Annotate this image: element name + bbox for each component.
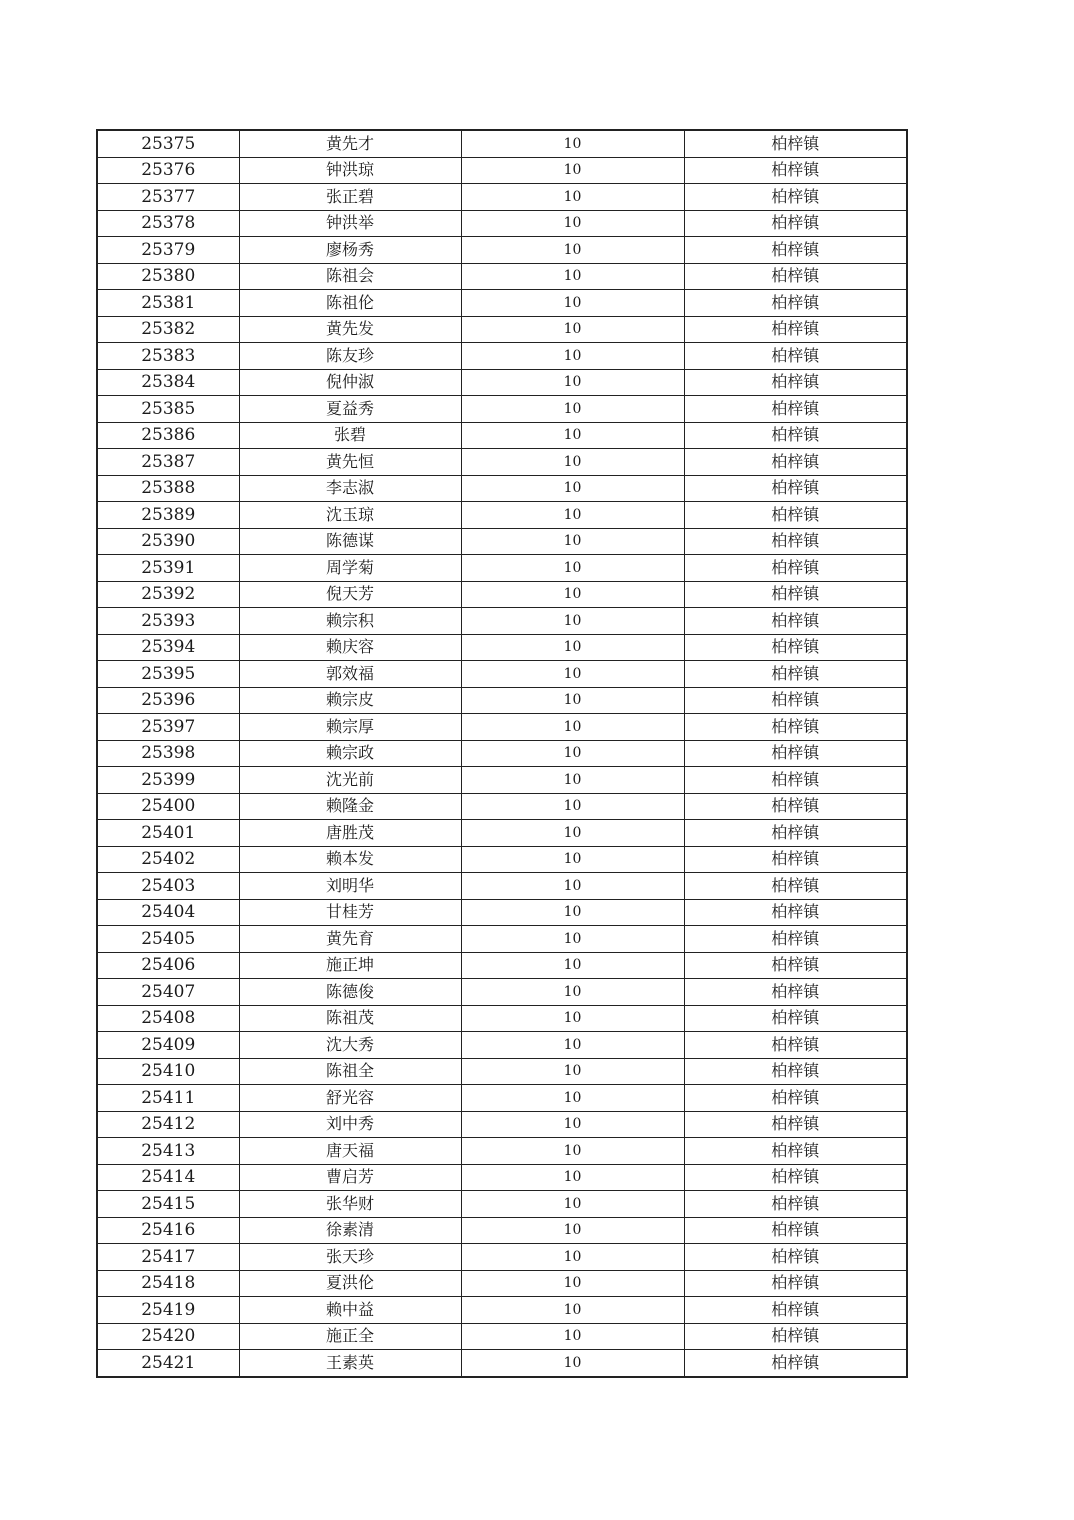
amount-cell: 10 <box>461 926 684 953</box>
amount-cell: 10 <box>461 1111 684 1138</box>
amount-cell: 10 <box>461 396 684 423</box>
amount-cell: 10 <box>461 343 684 370</box>
amount-cell: 10 <box>461 899 684 926</box>
table-row <box>97 714 907 741</box>
serial-number-cell: 25391 <box>97 555 239 582</box>
name-cell: 倪仲淑 <box>239 369 461 396</box>
table-row <box>97 581 907 608</box>
name-cell: 周学菊 <box>239 555 461 582</box>
amount-cell: 10 <box>461 952 684 979</box>
serial-number-cell: 25419 <box>97 1297 239 1324</box>
amount-cell: 10 <box>461 1138 684 1165</box>
town-cell: 柏梓镇 <box>684 1270 907 1297</box>
serial-number-cell: 25400 <box>97 793 239 820</box>
amount-cell: 10 <box>461 1297 684 1324</box>
table-row <box>97 1058 907 1085</box>
amount-cell: 10 <box>461 1350 684 1377</box>
amount-cell: 10 <box>461 581 684 608</box>
amount-cell: 10 <box>461 502 684 529</box>
amount-cell: 10 <box>461 422 684 449</box>
name-cell: 钟洪琼 <box>239 157 461 184</box>
town-cell: 柏梓镇 <box>684 661 907 688</box>
town-cell: 柏梓镇 <box>684 422 907 449</box>
amount-cell: 10 <box>461 184 684 211</box>
amount-cell: 10 <box>461 793 684 820</box>
amount-cell: 10 <box>461 767 684 794</box>
amount-cell: 10 <box>461 449 684 476</box>
name-cell: 陈祖茂 <box>239 1005 461 1032</box>
serial-number-cell: 25411 <box>97 1085 239 1112</box>
town-cell: 柏梓镇 <box>684 396 907 423</box>
table-row <box>97 184 907 211</box>
serial-number-cell: 25384 <box>97 369 239 396</box>
serial-number-cell: 25402 <box>97 846 239 873</box>
table-row <box>97 422 907 449</box>
amount-cell: 10 <box>461 555 684 582</box>
amount-cell: 10 <box>461 1191 684 1218</box>
table-row <box>97 793 907 820</box>
serial-number-cell: 25421 <box>97 1350 239 1377</box>
serial-number-cell: 25394 <box>97 634 239 661</box>
table-row <box>97 1244 907 1271</box>
town-cell: 柏梓镇 <box>684 687 907 714</box>
amount-cell: 10 <box>461 237 684 264</box>
town-cell: 柏梓镇 <box>684 369 907 396</box>
serial-number-cell: 25412 <box>97 1111 239 1138</box>
name-cell: 唐胜茂 <box>239 820 461 847</box>
table-row <box>97 1323 907 1350</box>
table-row <box>97 952 907 979</box>
amount-cell: 10 <box>461 290 684 317</box>
serial-number-cell: 25420 <box>97 1323 239 1350</box>
serial-number-cell: 25408 <box>97 1005 239 1032</box>
table-row <box>97 396 907 423</box>
name-cell: 郭效福 <box>239 661 461 688</box>
town-cell: 柏梓镇 <box>684 449 907 476</box>
town-cell: 柏梓镇 <box>684 1164 907 1191</box>
town-cell: 柏梓镇 <box>684 502 907 529</box>
serial-number-cell: 25410 <box>97 1058 239 1085</box>
town-cell: 柏梓镇 <box>684 528 907 555</box>
table-row <box>97 740 907 767</box>
town-cell: 柏梓镇 <box>684 926 907 953</box>
serial-number-cell: 25395 <box>97 661 239 688</box>
table-row <box>97 873 907 900</box>
serial-number-cell: 25417 <box>97 1244 239 1271</box>
serial-number-cell: 25399 <box>97 767 239 794</box>
name-cell: 徐素清 <box>239 1217 461 1244</box>
town-cell: 柏梓镇 <box>684 130 907 157</box>
name-cell: 舒光容 <box>239 1085 461 1112</box>
town-cell: 柏梓镇 <box>684 1297 907 1324</box>
amount-cell: 10 <box>461 316 684 343</box>
amount-cell: 10 <box>461 979 684 1006</box>
serial-number-cell: 25380 <box>97 263 239 290</box>
town-cell: 柏梓镇 <box>684 979 907 1006</box>
amount-cell: 10 <box>461 1164 684 1191</box>
table-row <box>97 1138 907 1165</box>
amount-cell: 10 <box>461 263 684 290</box>
amount-cell: 10 <box>461 608 684 635</box>
name-cell: 施正坤 <box>239 952 461 979</box>
amount-cell: 10 <box>461 1244 684 1271</box>
table-row <box>97 979 907 1006</box>
town-cell: 柏梓镇 <box>684 475 907 502</box>
town-cell: 柏梓镇 <box>684 157 907 184</box>
serial-number-cell: 25407 <box>97 979 239 1006</box>
town-cell: 柏梓镇 <box>684 1244 907 1271</box>
serial-number-cell: 25416 <box>97 1217 239 1244</box>
town-cell: 柏梓镇 <box>684 634 907 661</box>
name-cell: 夏益秀 <box>239 396 461 423</box>
serial-number-cell: 25386 <box>97 422 239 449</box>
table-row <box>97 846 907 873</box>
town-cell: 柏梓镇 <box>684 714 907 741</box>
name-cell: 沈光前 <box>239 767 461 794</box>
serial-number-cell: 25379 <box>97 237 239 264</box>
name-cell: 赖宗政 <box>239 740 461 767</box>
serial-number-cell: 25406 <box>97 952 239 979</box>
table-row <box>97 502 907 529</box>
name-cell: 甘桂芳 <box>239 899 461 926</box>
town-cell: 柏梓镇 <box>684 767 907 794</box>
amount-cell: 10 <box>461 1058 684 1085</box>
table-row <box>97 130 907 157</box>
serial-number-cell: 25396 <box>97 687 239 714</box>
amount-cell: 10 <box>461 634 684 661</box>
name-cell: 曹启芳 <box>239 1164 461 1191</box>
serial-number-cell: 25392 <box>97 581 239 608</box>
data-table <box>96 129 908 1378</box>
serial-number-cell: 25375 <box>97 130 239 157</box>
town-cell: 柏梓镇 <box>684 952 907 979</box>
amount-cell: 10 <box>461 740 684 767</box>
amount-cell: 10 <box>461 687 684 714</box>
town-cell: 柏梓镇 <box>684 316 907 343</box>
table-row <box>97 634 907 661</box>
table-row <box>97 1191 907 1218</box>
name-cell: 张天珍 <box>239 1244 461 1271</box>
serial-number-cell: 25409 <box>97 1032 239 1059</box>
town-cell: 柏梓镇 <box>684 581 907 608</box>
town-cell: 柏梓镇 <box>684 1350 907 1377</box>
name-cell: 钟洪举 <box>239 210 461 237</box>
name-cell: 陈德谋 <box>239 528 461 555</box>
town-cell: 柏梓镇 <box>684 793 907 820</box>
amount-cell: 10 <box>461 528 684 555</box>
name-cell: 张正碧 <box>239 184 461 211</box>
name-cell: 赖宗皮 <box>239 687 461 714</box>
name-cell: 赖本发 <box>239 846 461 873</box>
name-cell: 赖宗厚 <box>239 714 461 741</box>
name-cell: 黄先育 <box>239 926 461 953</box>
serial-number-cell: 25415 <box>97 1191 239 1218</box>
amount-cell: 10 <box>461 130 684 157</box>
table-row <box>97 1270 907 1297</box>
amount-cell: 10 <box>461 1217 684 1244</box>
name-cell: 陈德俊 <box>239 979 461 1006</box>
serial-number-cell: 25414 <box>97 1164 239 1191</box>
town-cell: 柏梓镇 <box>684 873 907 900</box>
amount-cell: 10 <box>461 369 684 396</box>
serial-number-cell: 25382 <box>97 316 239 343</box>
amount-cell: 10 <box>461 820 684 847</box>
town-cell: 柏梓镇 <box>684 1217 907 1244</box>
name-cell: 赖宗积 <box>239 608 461 635</box>
amount-cell: 10 <box>461 157 684 184</box>
serial-number-cell: 25393 <box>97 608 239 635</box>
town-cell: 柏梓镇 <box>684 184 907 211</box>
name-cell: 赖隆金 <box>239 793 461 820</box>
amount-cell: 10 <box>461 1085 684 1112</box>
table-row <box>97 1297 907 1324</box>
town-cell: 柏梓镇 <box>684 1323 907 1350</box>
town-cell: 柏梓镇 <box>684 846 907 873</box>
name-cell: 赖庆容 <box>239 634 461 661</box>
serial-number-cell: 25378 <box>97 210 239 237</box>
serial-number-cell: 25376 <box>97 157 239 184</box>
name-cell: 黄先发 <box>239 316 461 343</box>
serial-number-cell: 25404 <box>97 899 239 926</box>
town-cell: 柏梓镇 <box>684 820 907 847</box>
name-cell: 廖杨秀 <box>239 237 461 264</box>
name-cell: 陈祖会 <box>239 263 461 290</box>
serial-number-cell: 25418 <box>97 1270 239 1297</box>
amount-cell: 10 <box>461 714 684 741</box>
town-cell: 柏梓镇 <box>684 1085 907 1112</box>
table-row <box>97 687 907 714</box>
amount-cell: 10 <box>461 210 684 237</box>
table-row <box>97 449 907 476</box>
table-row <box>97 555 907 582</box>
town-cell: 柏梓镇 <box>684 1111 907 1138</box>
name-cell: 张碧 <box>239 422 461 449</box>
town-cell: 柏梓镇 <box>684 263 907 290</box>
table-row <box>97 369 907 396</box>
name-cell: 赖中益 <box>239 1297 461 1324</box>
table-row <box>97 263 907 290</box>
amount-cell: 10 <box>461 846 684 873</box>
town-cell: 柏梓镇 <box>684 1058 907 1085</box>
serial-number-cell: 25401 <box>97 820 239 847</box>
name-cell: 施正全 <box>239 1323 461 1350</box>
amount-cell: 10 <box>461 1005 684 1032</box>
table-row <box>97 290 907 317</box>
town-cell: 柏梓镇 <box>684 1191 907 1218</box>
table-row <box>97 475 907 502</box>
town-cell: 柏梓镇 <box>684 899 907 926</box>
serial-number-cell: 25387 <box>97 449 239 476</box>
serial-number-cell: 25388 <box>97 475 239 502</box>
table-row <box>97 1005 907 1032</box>
table-row <box>97 316 907 343</box>
town-cell: 柏梓镇 <box>684 740 907 767</box>
table-row <box>97 1350 907 1377</box>
table-row <box>97 820 907 847</box>
name-cell: 王素英 <box>239 1350 461 1377</box>
town-cell: 柏梓镇 <box>684 1005 907 1032</box>
name-cell: 黄先才 <box>239 130 461 157</box>
name-cell: 刘明华 <box>239 873 461 900</box>
table-row <box>97 237 907 264</box>
name-cell: 倪天芳 <box>239 581 461 608</box>
amount-cell: 10 <box>461 1032 684 1059</box>
serial-number-cell: 25389 <box>97 502 239 529</box>
table-row <box>97 210 907 237</box>
table-row <box>97 767 907 794</box>
data-table-container <box>96 129 906 1378</box>
name-cell: 陈祖全 <box>239 1058 461 1085</box>
town-cell: 柏梓镇 <box>684 1138 907 1165</box>
table-row <box>97 343 907 370</box>
town-cell: 柏梓镇 <box>684 290 907 317</box>
table-row <box>97 1217 907 1244</box>
name-cell: 刘中秀 <box>239 1111 461 1138</box>
serial-number-cell: 25381 <box>97 290 239 317</box>
table-row <box>97 661 907 688</box>
table-row <box>97 899 907 926</box>
serial-number-cell: 25398 <box>97 740 239 767</box>
table-row <box>97 926 907 953</box>
serial-number-cell: 25403 <box>97 873 239 900</box>
serial-number-cell: 25385 <box>97 396 239 423</box>
table-body <box>97 130 907 1377</box>
serial-number-cell: 25390 <box>97 528 239 555</box>
amount-cell: 10 <box>461 475 684 502</box>
town-cell: 柏梓镇 <box>684 210 907 237</box>
town-cell: 柏梓镇 <box>684 343 907 370</box>
serial-number-cell: 25377 <box>97 184 239 211</box>
table-row <box>97 1032 907 1059</box>
name-cell: 夏洪伦 <box>239 1270 461 1297</box>
name-cell: 张华财 <box>239 1191 461 1218</box>
serial-number-cell: 25383 <box>97 343 239 370</box>
name-cell: 沈大秀 <box>239 1032 461 1059</box>
table-row <box>97 528 907 555</box>
name-cell: 沈玉琼 <box>239 502 461 529</box>
amount-cell: 10 <box>461 1323 684 1350</box>
amount-cell: 10 <box>461 661 684 688</box>
table-row <box>97 1111 907 1138</box>
town-cell: 柏梓镇 <box>684 1032 907 1059</box>
table-row <box>97 157 907 184</box>
name-cell: 陈祖伦 <box>239 290 461 317</box>
serial-number-cell: 25405 <box>97 926 239 953</box>
serial-number-cell: 25397 <box>97 714 239 741</box>
table-row <box>97 1085 907 1112</box>
town-cell: 柏梓镇 <box>684 608 907 635</box>
town-cell: 柏梓镇 <box>684 237 907 264</box>
name-cell: 黄先恒 <box>239 449 461 476</box>
table-row <box>97 1164 907 1191</box>
name-cell: 李志淑 <box>239 475 461 502</box>
town-cell: 柏梓镇 <box>684 555 907 582</box>
amount-cell: 10 <box>461 873 684 900</box>
amount-cell: 10 <box>461 1270 684 1297</box>
name-cell: 陈友珍 <box>239 343 461 370</box>
name-cell: 唐天福 <box>239 1138 461 1165</box>
serial-number-cell: 25413 <box>97 1138 239 1165</box>
table-row <box>97 608 907 635</box>
